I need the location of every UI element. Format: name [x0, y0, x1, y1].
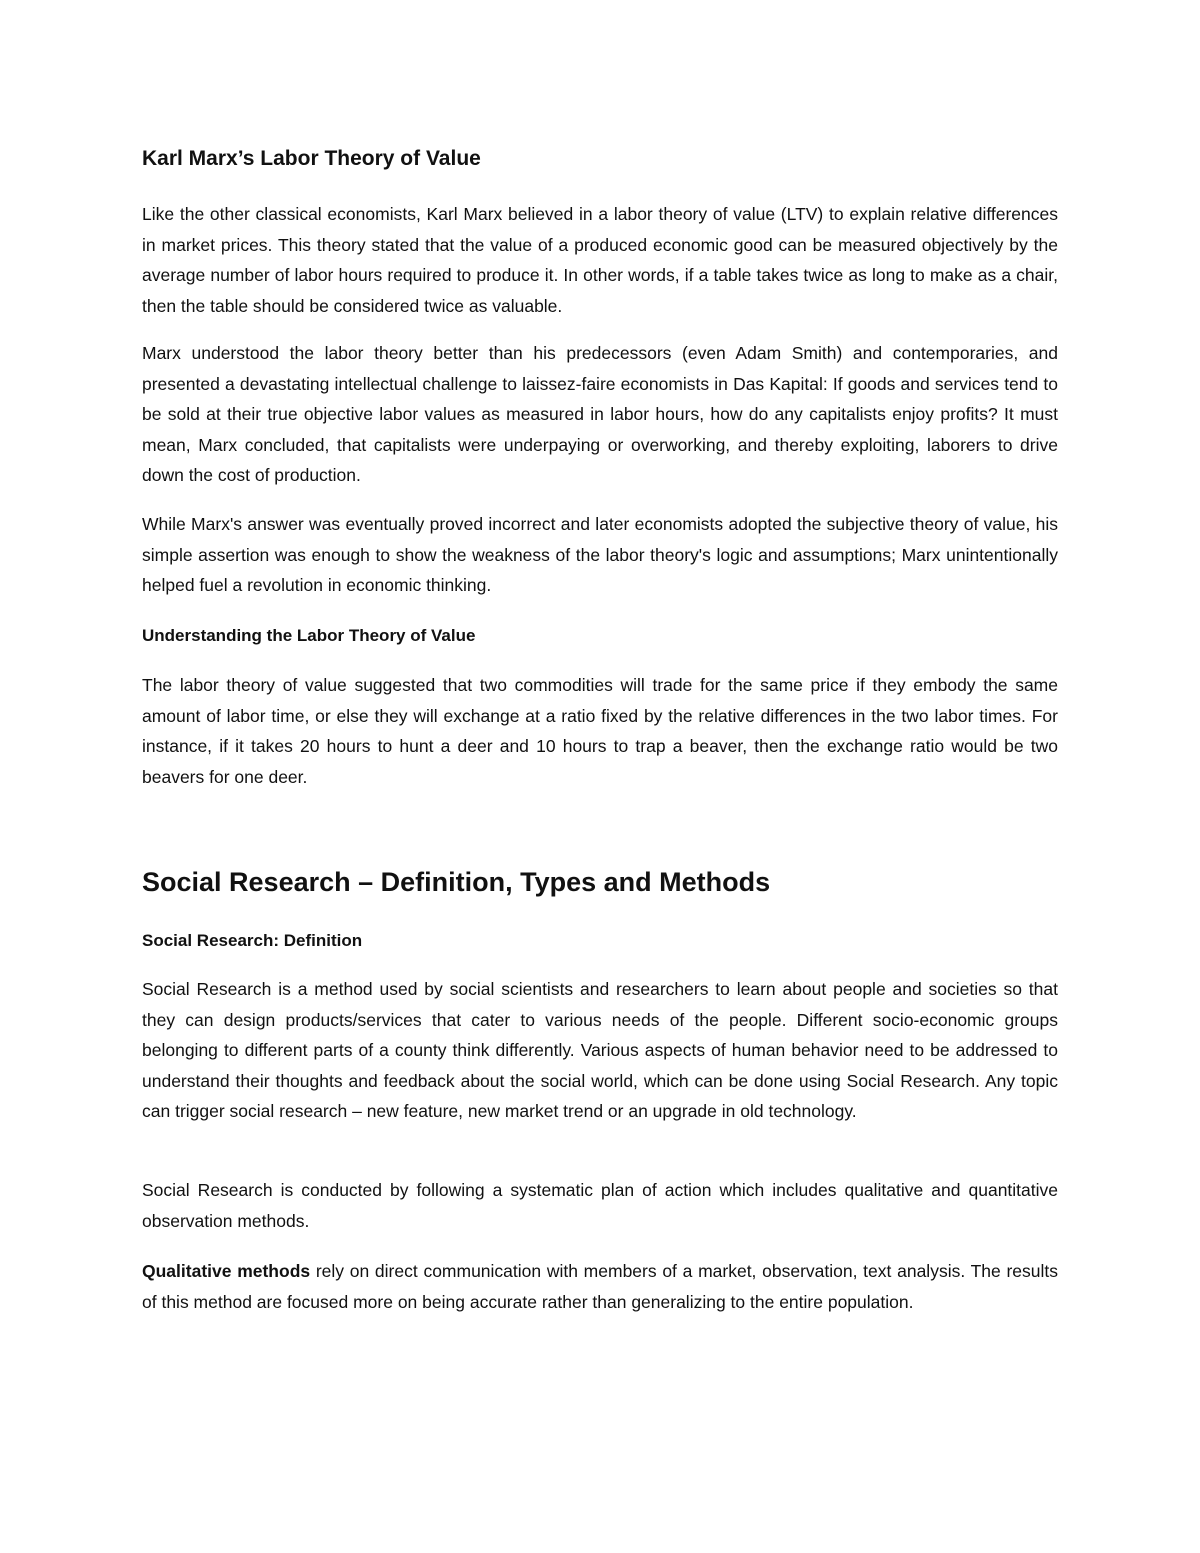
section-title-labor-theory: Karl Marx’s Labor Theory of Value [142, 147, 481, 170]
paragraph-ltv-example: The labor theory of value suggested that two commodities will trade for the same price if they embody the same amount of labor time, or else they will exchange at a ratio fixed by the relative differences in the two labor times. For instance, if it takes 20 hours to hunt a deer and 10 hours to trap a beaver, then the exchange ratio would be two beavers for one deer. [142, 675, 1058, 787]
paragraph-qualitative-methods [142, 1256, 1058, 1317]
paragraph-social-research-plan: Social Research is conducted by following a systematic plan of action which includes qualitative and quantitative observation methods. [142, 1180, 1058, 1231]
paragraph-marx-challenge: Marx understood the labor theory better than his predecessors (even Adam Smith) and contemporaries, and presented a devastating intellectual challenge to laissez-faire economists in Das Kapital: If goods and services tend to be sold at their true objective labor values as measured in labor hours, how do any capitalists enjoy profits? It must mean, Marx concluded, that capitalists were underpaying or overworking, and thereby exploiting, laborers to drive down the cost of production. [142, 343, 1058, 485]
paragraph-social-research-definition: Social Research is a method used by social scientists and researchers to learn about people and societies so that they can design products/services that cater to various needs of the people. Different socio-economic groups belonging to different parts of a county think differently. Various aspects of human behavior need to be addressed to understand their thoughts and feedback about the social world, which can be done using Social Research. Any topic can trigger social research – new feature, new market trend or an upgrade in old technology. [142, 979, 1058, 1121]
section-title-social-research: Social Research – Definition, Types and Methods [142, 867, 771, 897]
qualitative-methods-term: Qualitative methods [142, 1261, 311, 1281]
subheading-social-research-definition: Social Research: Definition [142, 931, 363, 950]
paragraph-marx-answer: While Marx's answer was eventually proved incorrect and later economists adopted the subjective theory of value, his simple assertion was enough to show the weakness of the labor theory's logic and assumptions; Marx unintentionally helped fuel a revolution in economic thinking. [142, 514, 1058, 595]
subheading-understanding-ltv: Understanding the Labor Theory of Value [142, 626, 476, 645]
paragraph-ltv-intro: Like the other classical economists, Karl Marx believed in a labor theory of value (LTV) to explain relative differences in market prices. This theory stated that the value of a produced economic good can be measured objectively by the average number of labor hours required to produce it. In other words, if a table takes twice as long to make as a chair, then the table should be considered twice as valuable. [142, 204, 1058, 316]
qualitative-methods-text: rely on direct communication with members of a market, observation, text analysis. The results of this method are focused more on being accurate rather than generalizing to the entire population. [142, 1261, 1059, 1312]
